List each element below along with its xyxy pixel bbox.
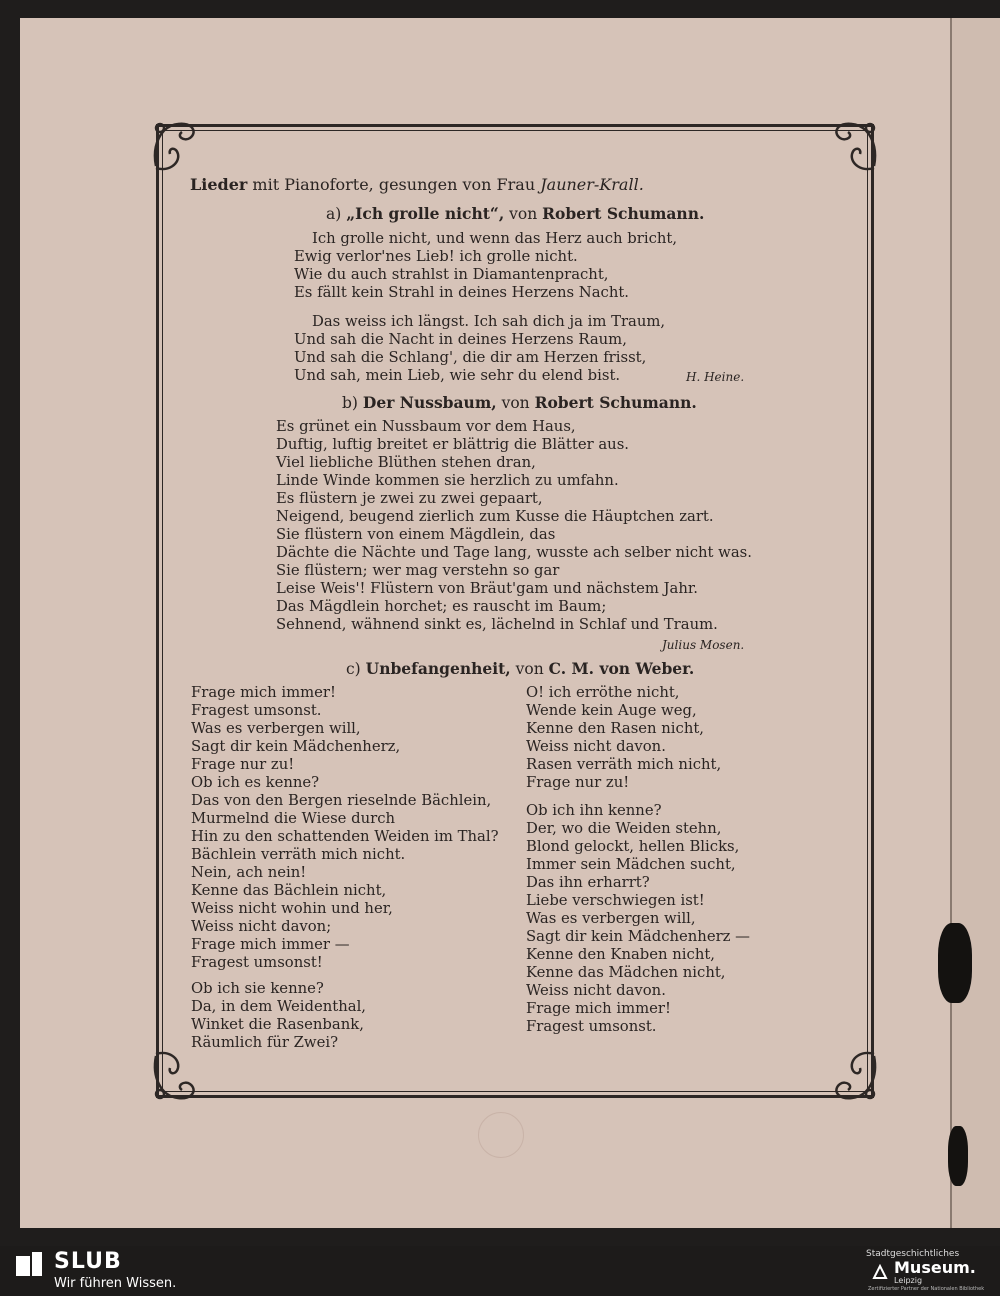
- museum-city: Leipzig: [894, 1276, 923, 1285]
- verse-line: Sagt dir kein Mädchenherz,: [191, 738, 401, 755]
- song-author: H. Heine.: [686, 370, 745, 384]
- verse-line: Blond gelockt, hellen Blicks,: [526, 838, 740, 855]
- verse-line: O! ich erröthe nicht,: [526, 684, 680, 701]
- verse-line: Ob ich sie kenne?: [191, 980, 324, 997]
- verse-line: Linde Winde kommen sie herzlich zu umfahn.: [276, 472, 619, 489]
- verse-line: Leise Weis'! Flüstern von Bräut'gam und nächstem Jahr.: [276, 580, 699, 597]
- verse-line: Fragest umsonst.: [526, 1018, 657, 1035]
- verse-line: Sie flüstern von einem Mägdlein, das: [276, 526, 556, 543]
- verse-line: Es flüstern je zwei zu zwei gepaart,: [276, 490, 543, 507]
- museum-cert: Zertifizierter Partner der Nationalen Bibliothek: [868, 1286, 985, 1292]
- song-c-title: [346, 660, 694, 678]
- song-b-title: [342, 394, 697, 412]
- verse-line: Weiss nicht davon.: [526, 738, 666, 755]
- verse-line: Neigend, beugend zierlich zum Kusse die Häuptchen zart.: [276, 508, 714, 525]
- song-a-title: [326, 205, 704, 223]
- verse-line: Das ihn erharrt?: [526, 874, 650, 891]
- museum-logo-icon[interactable]: [872, 1264, 888, 1280]
- verse-line: Winket die Rasenbank,: [191, 1016, 364, 1033]
- verse-line: Wende kein Auge weg,: [526, 702, 697, 719]
- song-title: „Ich grolle nicht“,: [346, 204, 505, 223]
- song-von: von: [515, 660, 544, 678]
- song-composer: Robert Schumann.: [534, 393, 697, 412]
- verse-line: Der, wo die Weiden stehn,: [526, 820, 722, 837]
- verse-line: Sie flüstern; wer mag verstehn so gar: [276, 562, 560, 579]
- verse-line: Sehnend, wähnend sinkt es, lächelnd in Schlaf und Traum.: [276, 616, 718, 633]
- verse-line: Fragest umsonst!: [191, 954, 323, 971]
- corner-ornament-icon: [148, 1046, 208, 1106]
- verse-line: Nein, ach nein!: [191, 864, 307, 881]
- verse-line: Weiss nicht wohin und her,: [191, 900, 393, 917]
- verse-line: Bächlein verräth mich nicht.: [191, 846, 406, 863]
- verse-line: Und sah, mein Lieb, wie sehr du elend bist.: [294, 367, 621, 384]
- verse-line: Viel liebliche Blüthen stehen dran,: [276, 454, 536, 471]
- verse-line: Weiss nicht davon.: [526, 982, 666, 999]
- heading-lieder: Lieder: [190, 175, 248, 194]
- verse-line: Frage nur zu!: [191, 756, 295, 773]
- verse-line: Frage mich immer!: [526, 1000, 671, 1017]
- verse-line: Kenne das Mädchen nicht,: [526, 964, 726, 981]
- song-composer: C. M. von Weber.: [548, 659, 695, 678]
- verse-line: Liebe verschwiegen ist!: [526, 892, 705, 909]
- verse-line: Und sah die Schlang', die dir am Herzen frisst,: [294, 349, 647, 366]
- verse-line: Duftig, luftig breitet er blättrig die Blätter aus.: [276, 436, 630, 453]
- verse-line: Es fällt kein Strahl in deines Herzens Nacht.: [294, 284, 630, 301]
- slub-logo-icon[interactable]: [16, 1252, 42, 1278]
- adjacent-page-edge: [950, 18, 1000, 1228]
- verse-line: Das von den Bergen rieselnde Bächlein,: [191, 792, 492, 809]
- verse-line: Das weiss ich längst. Ich sah dich ja im Traum,: [312, 313, 666, 330]
- song-title: Unbefangenheit,: [365, 659, 511, 678]
- verse-line: Räumlich für Zwei?: [191, 1034, 339, 1051]
- song-title: Der Nussbaum,: [362, 393, 497, 412]
- verse-line: Fragest umsonst.: [191, 702, 322, 719]
- song-marker: b): [342, 394, 358, 412]
- verse-line: Es grünet ein Nussbaum vor dem Haus,: [276, 418, 576, 435]
- verse-line: Murmelnd die Wiese durch: [191, 810, 396, 827]
- verse-line: Ewig verlor'nes Lieb! ich grolle nicht.: [294, 248, 578, 265]
- verse-line: Da, in dem Weidenthal,: [191, 998, 367, 1015]
- verse-line: Was es verbergen will,: [191, 720, 361, 737]
- heading-singer: Jauner-Krall.: [540, 175, 644, 194]
- program-heading: [190, 176, 644, 194]
- song-marker: c): [346, 660, 361, 678]
- library-stamp: [478, 1112, 524, 1158]
- verse-line: Wie du auch strahlst in Diamantenpracht,: [294, 266, 609, 283]
- verse-line: Ob ich ihn kenne?: [526, 802, 662, 819]
- verse-line: Rasen verräth mich nicht,: [526, 756, 722, 773]
- verse-line: Das Mägdlein horchet; es rauscht im Baum;: [276, 598, 607, 615]
- verse-line: Kenne das Bächlein nicht,: [191, 882, 387, 899]
- museum-name[interactable]: Museum.: [894, 1258, 976, 1277]
- song-von: von: [501, 394, 530, 412]
- verse-line: Weiss nicht davon;: [191, 918, 332, 935]
- verse-line: Frage mich immer —: [191, 936, 350, 953]
- verse-line: Kenne den Knaben nicht,: [526, 946, 715, 963]
- song-marker: a): [326, 205, 342, 223]
- song-author: Julius Mosen.: [662, 638, 745, 652]
- heading-text: mit Pianoforte, gesungen von Frau: [252, 175, 536, 194]
- verse-line: Ich grolle nicht, und wenn das Herz auch bricht,: [312, 230, 678, 247]
- corner-ornament-icon: [822, 116, 882, 176]
- viewer-footer: [0, 1246, 1000, 1296]
- corner-ornament-icon: [822, 1046, 882, 1106]
- verse-line: Frage nur zu!: [526, 774, 630, 791]
- corner-ornament-icon: [148, 116, 208, 176]
- verse-line: Immer sein Mädchen sucht,: [526, 856, 736, 873]
- song-composer: Robert Schumann.: [542, 204, 705, 223]
- museum-top-text: Stadtgeschichtliches: [866, 1249, 960, 1259]
- verse-line: Sagt dir kein Mädchenherz —: [526, 928, 750, 945]
- verse-line: Kenne den Rasen nicht,: [526, 720, 705, 737]
- song-von: von: [509, 205, 538, 223]
- verse-line: Was es verbergen will,: [526, 910, 696, 927]
- verse-line: Ob ich es kenne?: [191, 774, 320, 791]
- verse-line: Dächte die Nächte und Tage lang, wusste ach selber nicht was.: [276, 544, 752, 561]
- verse-line: Hin zu den schattenden Weiden im Thal?: [191, 828, 499, 845]
- verse-line: Frage mich immer!: [191, 684, 336, 701]
- slub-tagline: Wir führen Wissen.: [54, 1276, 177, 1291]
- slub-name[interactable]: SLUB: [54, 1249, 122, 1274]
- verse-line: Und sah die Nacht in deines Herzens Raum,: [294, 331, 627, 348]
